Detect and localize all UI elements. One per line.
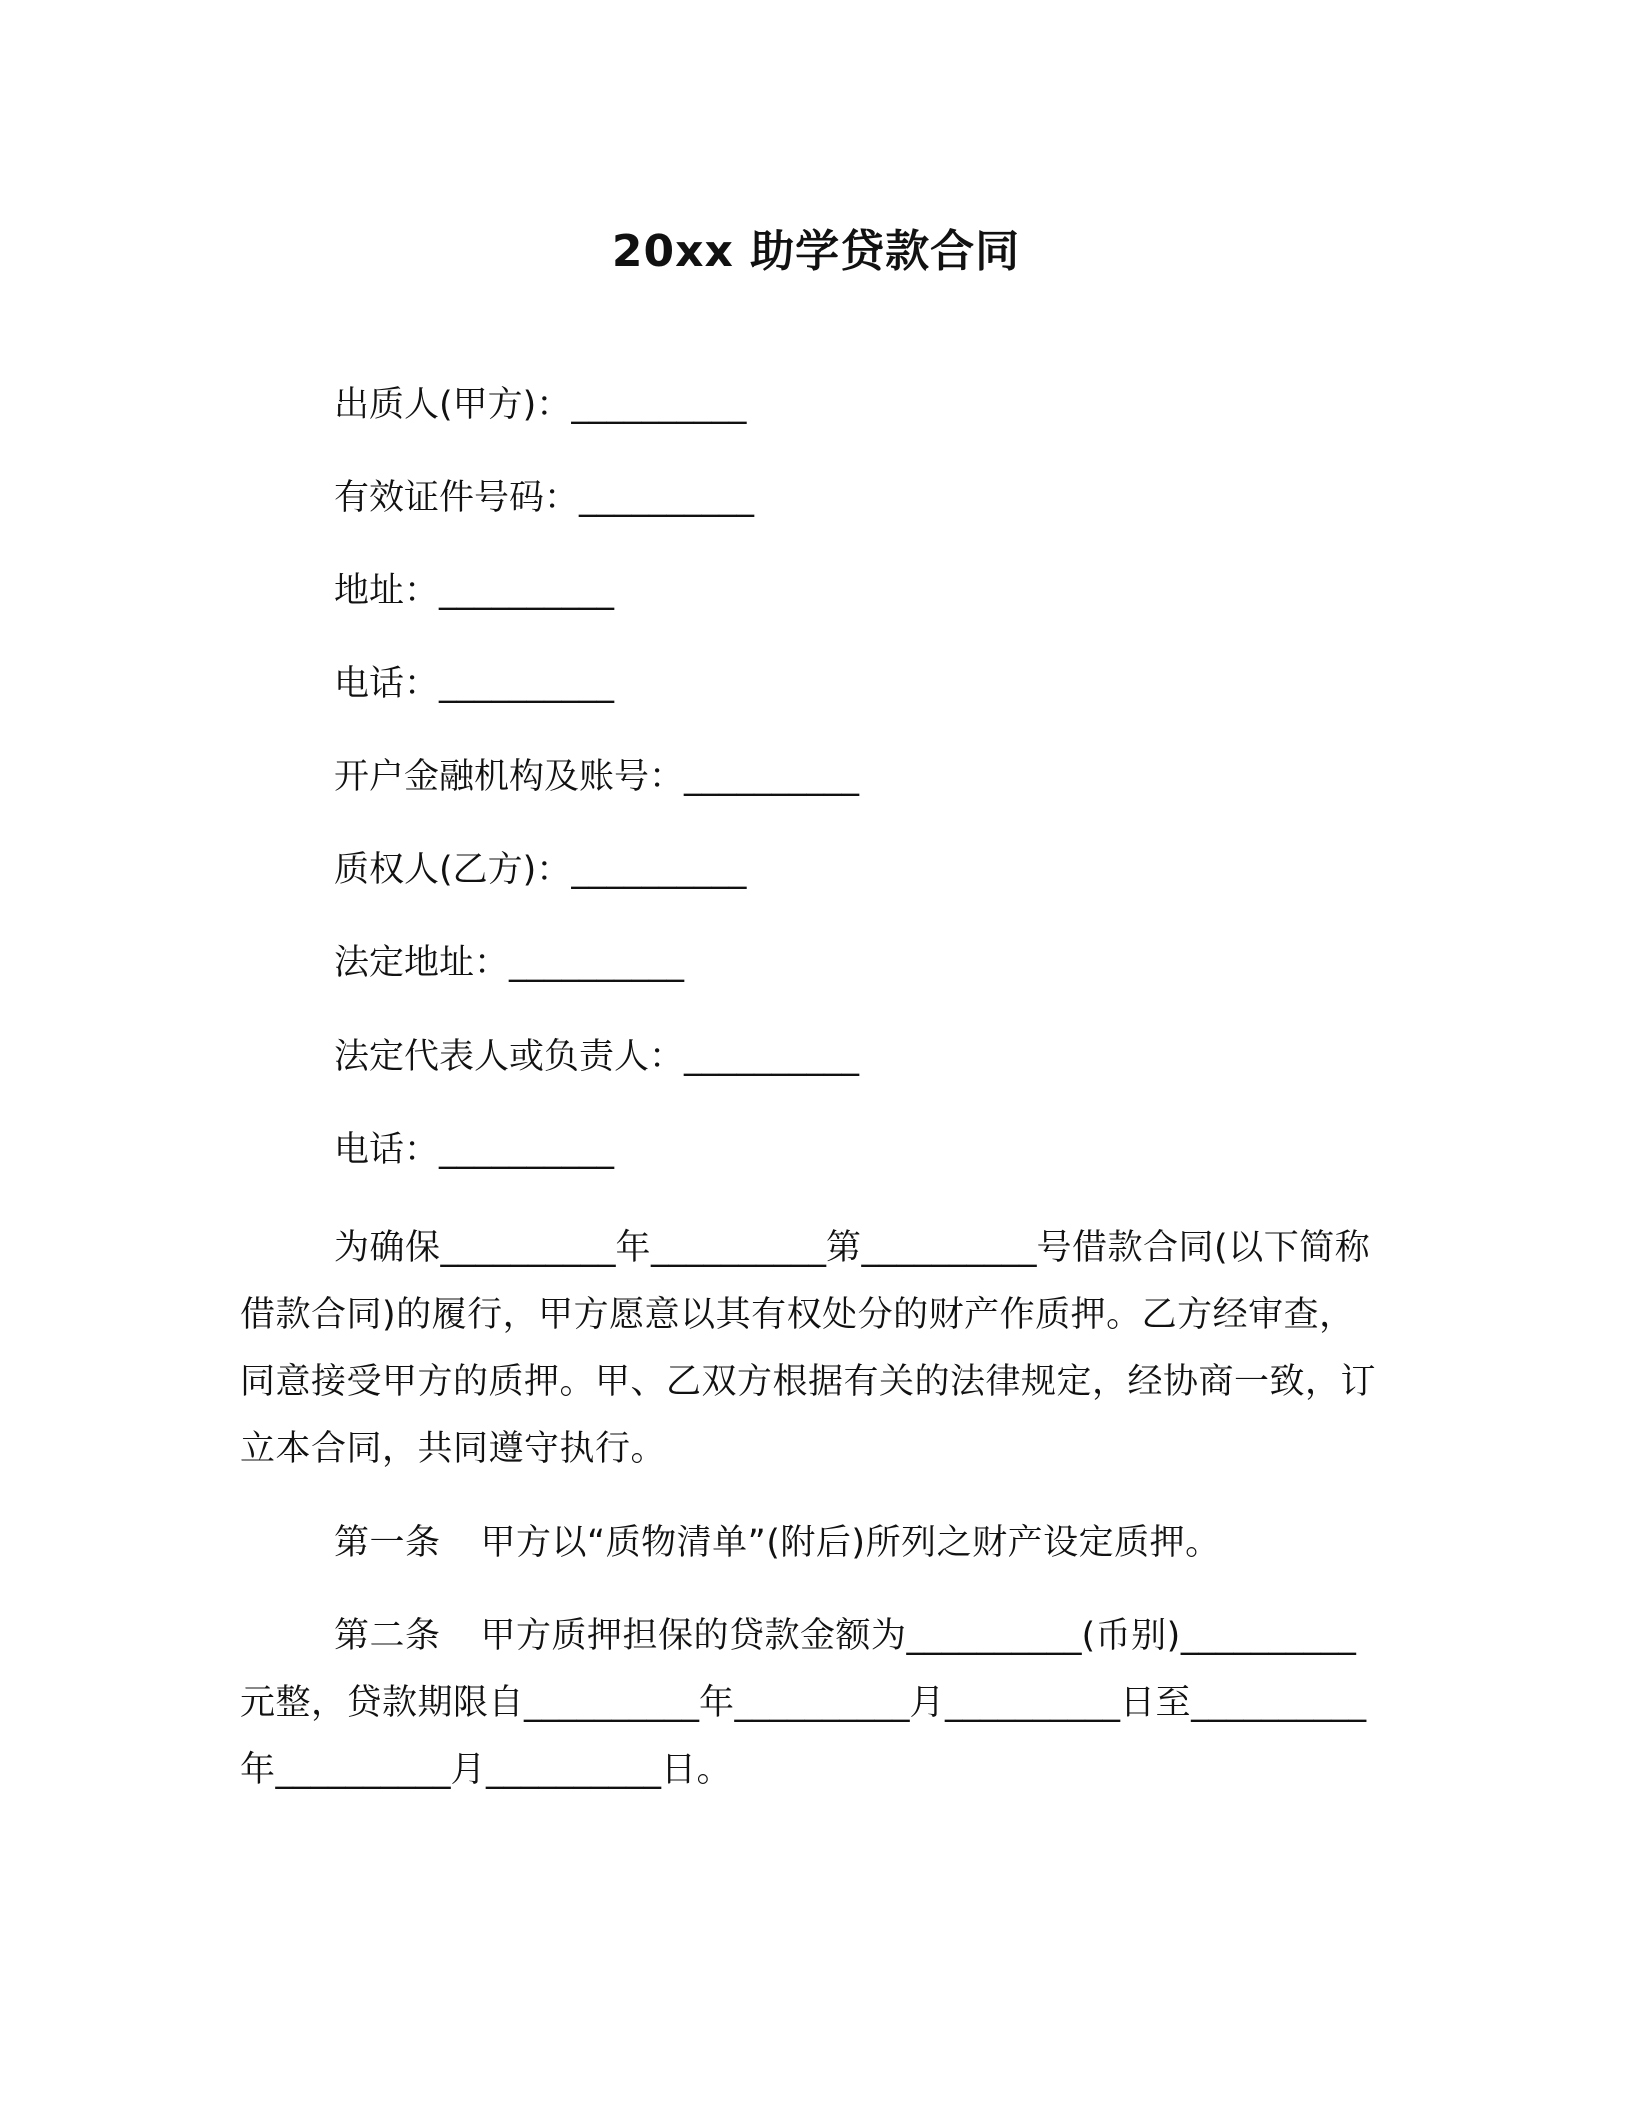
article-2-text-7: 年 bbox=[240, 1750, 276, 1790]
field-legal-representative bbox=[334, 1032, 859, 1082]
fill-blank: __________ bbox=[945, 1683, 1121, 1723]
article-2-text-5: 月 bbox=[909, 1683, 946, 1723]
article-2-text-2: (币别) bbox=[1081, 1616, 1181, 1656]
article-2-text-4: 年 bbox=[699, 1683, 735, 1723]
fill-blank: __________ bbox=[440, 1228, 616, 1268]
fill-blank: __________ bbox=[651, 1228, 827, 1268]
article-2-text-9: 日。 bbox=[661, 1750, 733, 1790]
field-phone-2 bbox=[334, 1125, 614, 1175]
field-phone bbox=[334, 659, 614, 709]
article-2-text-3: 元整，贷款期限自 bbox=[240, 1683, 525, 1723]
intro-text-1: 为确保 bbox=[334, 1228, 441, 1268]
field-label: 法定代表人或负责人： bbox=[334, 1037, 685, 1077]
intro-text-3: 第 bbox=[826, 1228, 862, 1268]
fill-blank: __________ bbox=[1191, 1683, 1367, 1723]
article-2-text-1: 甲方质押担保的贷款金额为 bbox=[480, 1616, 907, 1656]
fill-blank: __________ bbox=[684, 1037, 860, 1077]
fill-blank: __________ bbox=[734, 1683, 910, 1723]
fill-blank: __________ bbox=[524, 1683, 700, 1723]
fill-blank: __________ bbox=[275, 1750, 451, 1790]
fill-blank: __________ bbox=[439, 664, 615, 704]
article-2-text-8: 月 bbox=[450, 1750, 487, 1790]
field-pledgor bbox=[334, 380, 746, 430]
field-label: 质权人(乙方)： bbox=[334, 850, 572, 890]
field-label: 法定地址： bbox=[334, 943, 510, 983]
intro-text-4: 号借款合同(以下简称借款合同)的履行，甲方愿意以其有权处分的财产作质押。乙方经审查，同意接受甲方的质押。甲、乙双方根据有关的法律规定，经协商一致，订立本合同，共同遵守执行。 bbox=[240, 1228, 1377, 1469]
intro-paragraph bbox=[240, 1215, 1380, 1483]
fill-blank: __________ bbox=[509, 943, 685, 983]
field-pledgee bbox=[334, 845, 746, 895]
article-1 bbox=[240, 1510, 1380, 1577]
fill-blank: __________ bbox=[486, 1750, 662, 1790]
field-legal-address bbox=[334, 938, 684, 988]
field-label: 开户金融机构及账号： bbox=[334, 757, 685, 797]
field-bank-account bbox=[334, 752, 859, 802]
fill-blank: __________ bbox=[439, 571, 615, 611]
field-label: 出质人(甲方)： bbox=[334, 385, 572, 425]
fill-blank: __________ bbox=[579, 478, 755, 518]
article-2-heading: 第二条 bbox=[334, 1616, 441, 1656]
fill-blank: __________ bbox=[439, 1130, 615, 1170]
fill-blank: __________ bbox=[684, 757, 860, 797]
article-2-text-6: 日至 bbox=[1120, 1683, 1192, 1723]
field-label: 有效证件号码： bbox=[334, 478, 580, 518]
field-id-number bbox=[334, 473, 754, 523]
fill-blank: __________ bbox=[906, 1616, 1082, 1656]
fill-blank: __________ bbox=[861, 1228, 1037, 1268]
fill-blank: __________ bbox=[1180, 1616, 1356, 1656]
field-label: 电话： bbox=[334, 1130, 440, 1170]
document-title: 20xx 助学贷款合同 bbox=[611, 226, 1021, 277]
field-label: 地址： bbox=[334, 571, 440, 611]
article-2 bbox=[240, 1603, 1380, 1804]
intro-text-2: 年 bbox=[615, 1228, 652, 1268]
article-1-heading: 第一条 bbox=[334, 1523, 441, 1563]
field-label: 电话： bbox=[334, 664, 440, 704]
field-address bbox=[334, 566, 614, 616]
article-1-text: 甲方以“质物清单”(附后)所列之财产设定质押。 bbox=[480, 1523, 1221, 1563]
fill-blank: __________ bbox=[571, 850, 747, 890]
fill-blank: __________ bbox=[571, 385, 747, 425]
